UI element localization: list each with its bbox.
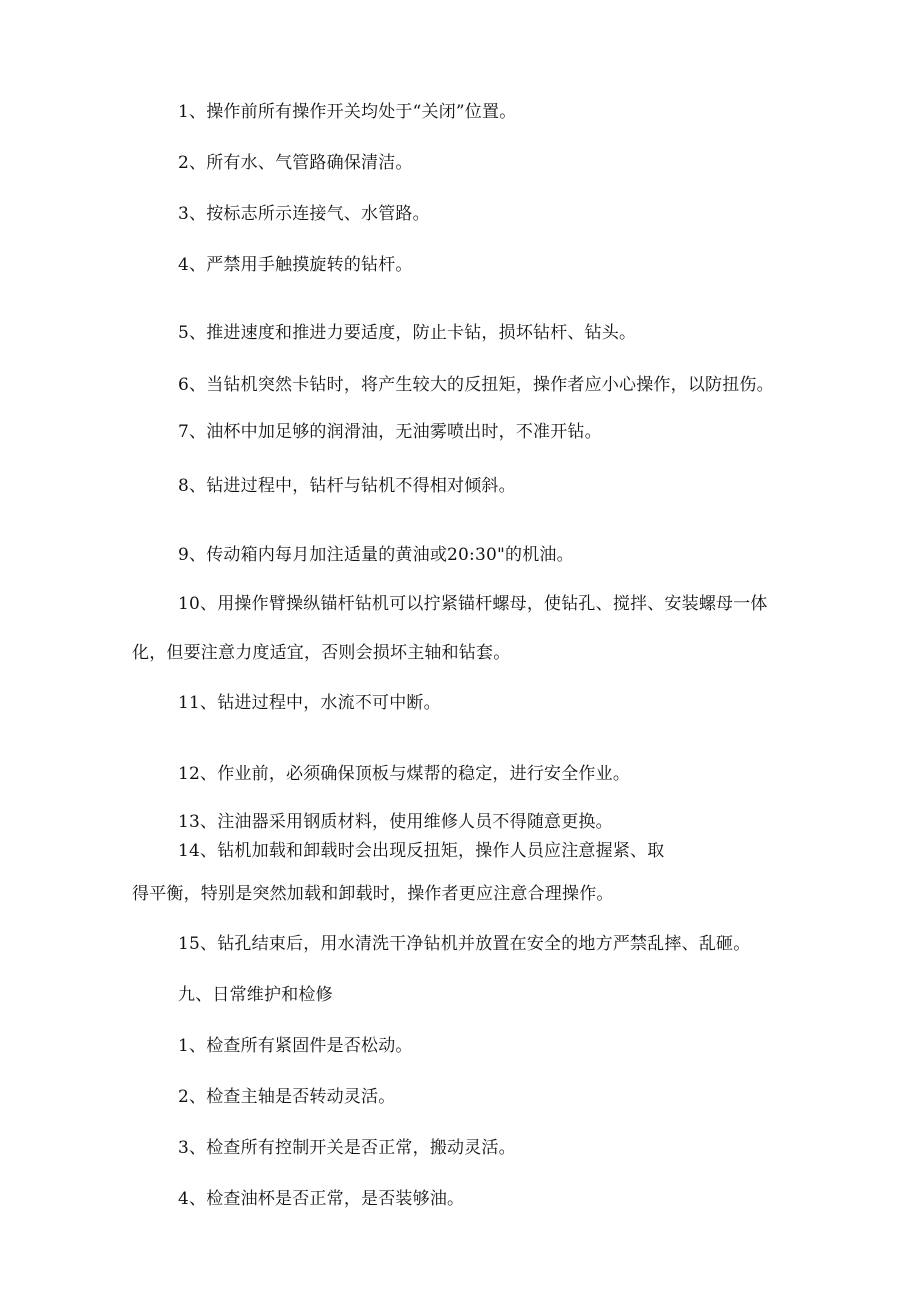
text-line-12: 12、作业前，必须确保顶板与煤帮的稳定，进行安全作业。 — [178, 764, 631, 784]
text-line-4: 4、严禁用手触摸旋转的钻杆。 — [178, 255, 413, 275]
maintenance-line-2: 2、检查主轴是否转动灵活。 — [178, 1087, 396, 1107]
text-line-7: 7、油杯中加足够的润滑油，无油雾喷出时，不准开钻。 — [178, 422, 602, 442]
text-line-15: 15、钻孔结束后，用水清洗干净钻机并放置在安全的地方严禁乱摔、乱砸。 — [178, 934, 751, 954]
maintenance-line-1: 1、检查所有紧固件是否松动。 — [178, 1036, 413, 1056]
text-line-5: 5、推进速度和推进力要适度，防止卡钻，损坏钻杆、钻头。 — [178, 323, 637, 343]
text-line-2: 2、所有水、气管路确保清洁。 — [178, 153, 413, 173]
text-line-14-continued: 得平衡，特别是突然加载和卸载时，操作者更应注意合理操作。 — [132, 884, 614, 904]
text-line-14: 14、钻机加载和卸载时会出现反扭矩，操作人员应注意握紧、取 — [178, 841, 665, 861]
maintenance-line-4: 4、检查油杯是否正常，是否装够油。 — [178, 1189, 465, 1209]
text-line-9: 9、传动箱内每月加注适量的黄油或20:30"的机油。 — [178, 545, 574, 565]
text-line-3: 3、按标志所示连接气、水管路。 — [178, 204, 430, 224]
text-line-10: 10、用操作臂操纵锚杆钻机可以拧紧锚杆螺母，使钻孔、搅拌、安装螺母一体 — [178, 594, 768, 614]
text-line-11: 11、钻进过程中，水流不可中断。 — [178, 693, 441, 713]
maintenance-line-3: 3、检查所有控制开关是否正常，搬动灵活。 — [178, 1138, 516, 1158]
text-line-10-continued: 化，但要注意力度适宜，否则会损坏主轴和钻套。 — [132, 643, 511, 663]
section-heading-maintenance: 九、日常维护和检修 — [178, 985, 333, 1005]
text-line-13: 13、注油器采用钢质材料，使用维修人员不得随意更换。 — [178, 812, 613, 832]
text-line-6: 6、当钻机突然卡钻时，将产生较大的反扭矩，操作者应小心操作，以防扭伤。 — [178, 375, 774, 395]
text-line-8: 8、钻进过程中，钻杆与钻机不得相对倾斜。 — [178, 476, 516, 496]
text-line-1: 1、操作前所有操作开关均处于“关闭”位置。 — [178, 102, 517, 122]
